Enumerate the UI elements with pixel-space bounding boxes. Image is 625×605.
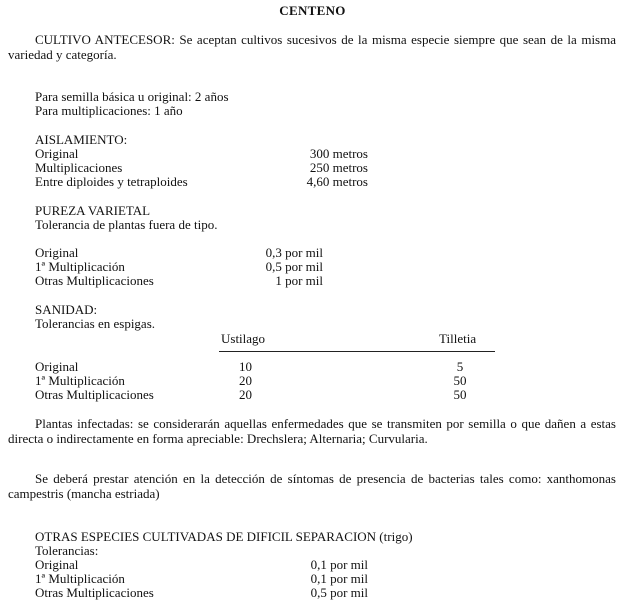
pureza-row-label: 1ª Multiplicación xyxy=(35,259,125,274)
otras-especies-subheading: Tolerancias: xyxy=(35,543,99,558)
sanidad-column-header-tilletia: Tilletia xyxy=(439,331,477,346)
pureza-row-value: 0,3 por mil xyxy=(265,245,323,260)
otras-especies-row-value: 0,5 por mil xyxy=(310,585,368,600)
aislamiento-row-label: Original xyxy=(35,146,79,161)
sanidad-row-tilletia: 5 xyxy=(456,359,464,374)
sanidad-row-tilletia: 50 xyxy=(453,373,467,388)
semilla-basica-line: Para semilla básica u original: 2 años xyxy=(35,89,229,104)
sanidad-column-header-ustilago: Ustilago xyxy=(221,331,266,346)
sanidad-row-ustilago: 20 xyxy=(239,387,252,402)
pureza-row-value: 1 por mil xyxy=(275,273,323,288)
aislamiento-row-value: 250 metros xyxy=(309,160,368,175)
otras-especies-row-value: 0,1 por mil xyxy=(310,571,368,586)
aislamiento-row-value: 300 metros xyxy=(309,146,368,161)
sanidad-subheading: Tolerancias en espigas. xyxy=(35,316,156,331)
otras-especies-row-label: Otras Multiplicaciones xyxy=(35,585,154,600)
sanidad-heading: SANIDAD: xyxy=(35,302,98,317)
pureza-heading: PUREZA VARIETAL xyxy=(35,203,151,218)
sanidad-row-label: Original xyxy=(35,359,79,374)
otras-especies-row-value: 0,1 por mil xyxy=(310,557,368,572)
pureza-subheading: Tolerancia de plantas fuera de tipo. xyxy=(35,217,218,232)
pureza-row-label: Original xyxy=(35,245,79,260)
otras-especies-row-label: 1ª Multiplicación xyxy=(35,571,125,586)
otras-especies-heading: OTRAS ESPECIES CULTIVADAS DE DIFICIL SEPARACION (trigo) xyxy=(35,529,413,544)
pureza-row-value: 0,5 por mil xyxy=(265,259,323,274)
aislamiento-row-label: Multiplicaciones xyxy=(35,160,123,175)
otras-especies-row-label: Original xyxy=(35,557,79,572)
semilla-multiplicaciones-line: Para multiplicaciones: 1 año xyxy=(35,103,183,118)
sanidad-header-rule xyxy=(219,351,495,352)
bacterias-paragraph: Se deberá prestar atención en la detección de síntomas de presencia de bacterias tales como: xanthomonas campestris (mancha estriada) xyxy=(8,471,616,501)
page-title: CENTENO xyxy=(279,3,346,18)
sanidad-row-label: Otras Multiplicaciones xyxy=(35,387,154,402)
sanidad-row-ustilago: 20 xyxy=(239,373,252,388)
aislamiento-row-value: 4,60 metros xyxy=(306,174,368,189)
sanidad-row-tilletia: 50 xyxy=(453,387,467,402)
aislamiento-heading: AISLAMIENTO: xyxy=(35,132,128,147)
pureza-row-label: Otras Multiplicaciones xyxy=(35,273,154,288)
aislamiento-row-label: Entre diploides y tetraploides xyxy=(35,174,188,189)
plantas-infectadas-paragraph: Plantas infectadas: se considerarán aquellas enfermedades que se transmiten por semilla o que dañen a estas directa o indirectamente en forma apreciable: Drechslera; Alternaria; Curvularia. xyxy=(8,416,616,446)
sanidad-row-ustilago: 10 xyxy=(239,359,252,374)
sanidad-row-label: 1ª Multiplicación xyxy=(35,373,125,388)
cultivo-antecesor-paragraph: CULTIVO ANTECESOR: Se aceptan cultivos sucesivos de la misma especie siempre que sean de la misma variedad y categoría. xyxy=(8,32,616,62)
